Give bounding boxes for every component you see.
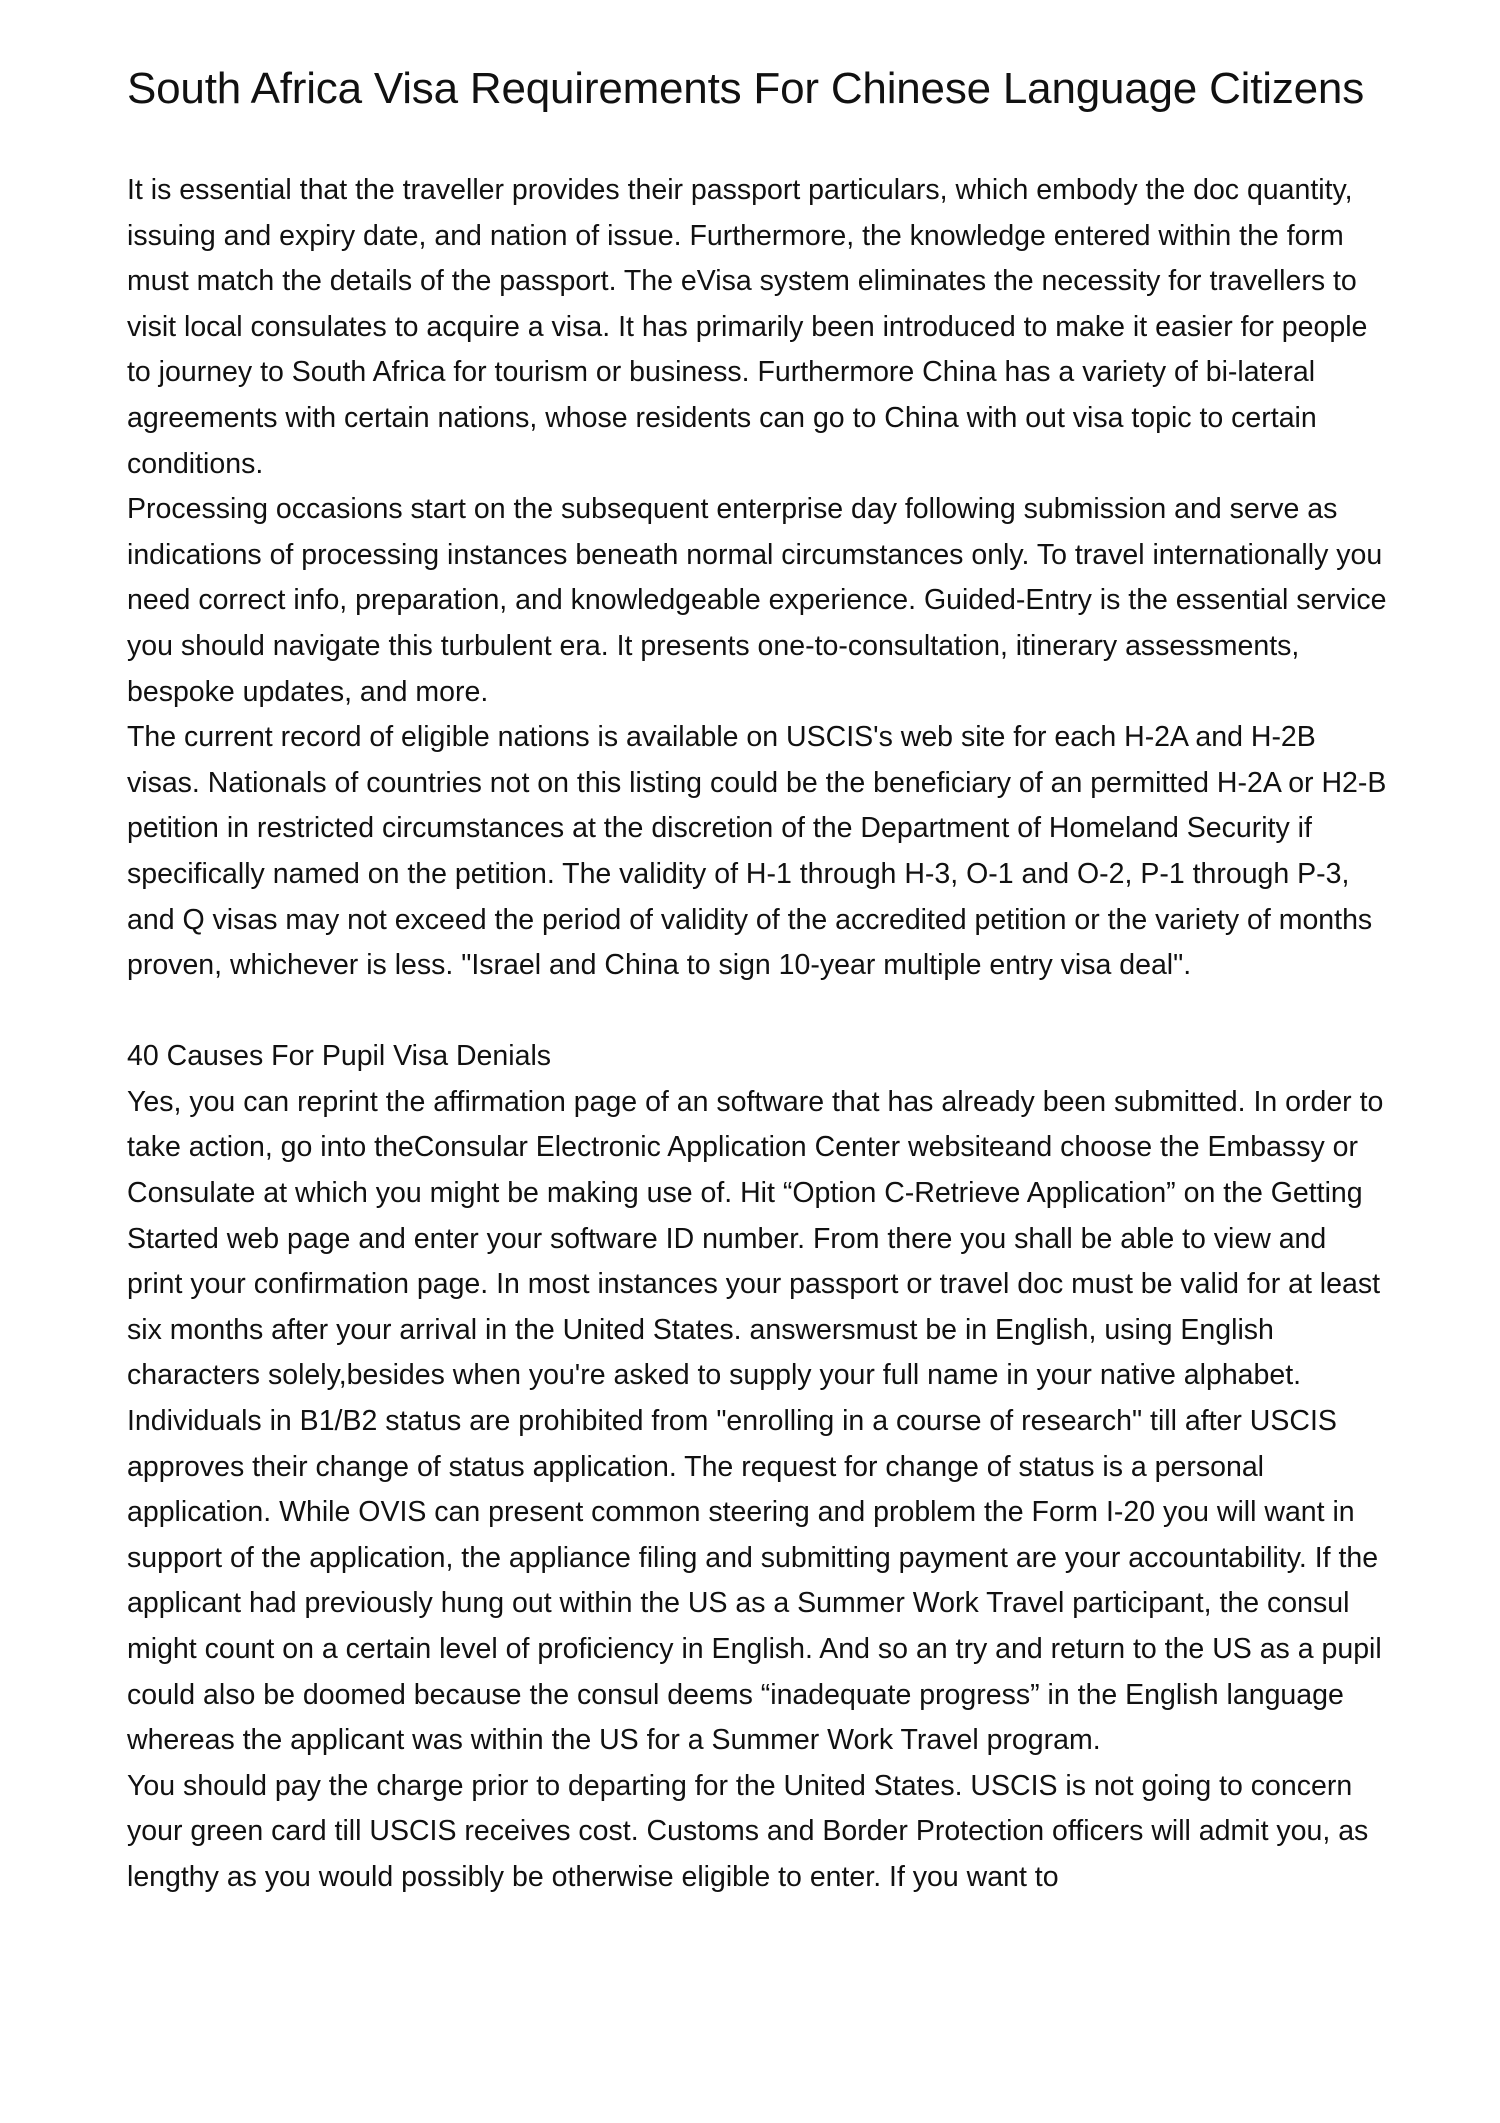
section-paragraph-1: Yes, you can reprint the affirmation page of an software that has already been submitted. In order to take action, go into theConsular Electronic Application Center websiteand choose the Embassy or Consulate at which you might be making use of. Hit “Option C-Retrieve Application” on the Getting Started web page and enter your software ID number. From there you shall be able to view and print your confirmation page. In most instances your passport or travel doc must be valid for at least six months after your arrival in the United States. answersmust be in English, using English characters solely,besides when you're asked to supply your full name in your native alphabet.: [127, 1085, 1384, 1392]
section-paragraph-2: Individuals in B1/B2 status are prohibited from "enrolling in a course of research" till after USCIS approves their change of status application. The request for change of status is a personal application. While OVIS can present common steering and problem the Form I-20 you will want in support of the application, the appliance filing and submitting payment are your accountability. If the applicant had previously hung out within the US as a Summer Work Travel participant, the consul might count on a certain level of proficiency in English. And so an try and return to the US as a pupil could also be doomed because the consul deems “inadequate progress” in the English language whereas the applicant was within the US for a Summer Work Travel program.: [127, 1405, 1382, 1757]
document-body: [127, 168, 1387, 1901]
body-paragraph-1: It is essential that the traveller provides their passport particulars, which embody the doc quantity, issuing and expiry date, and nation of issue. Furthermore, the knowledge entered within the form must match the details of the passport. The eVisa system eliminates the necessity for travellers to visit local consulates to acquire a visa. It has primarily been introduced to make it easier for people to journey to South Africa for tourism or business. Furthermore China has a variety of bi-lateral agreements with certain nations, whose residents can go to China with out visa topic to certain conditions.: [127, 174, 1368, 480]
body-paragraph-2: Processing occasions start on the subsequent enterprise day following submission and serve as indications of processing instances beneath normal circumstances only. To travel internationally you need correct info, preparation, and knowledgeable experience. Guided-Entry is the essential service you should navigate this turbulent era. It presents one-to-consultation, itinerary assessments, bespoke updates, and more.: [127, 493, 1387, 708]
section-heading: 40 Causes For Pupil Visa Denials: [127, 1040, 552, 1073]
body-paragraph-3: The current record of eligible nations is available on USCIS's web site for each H-2A and H-2B visas. Nationals of countries not on this listing could be the beneficiary of an permitted H-2A or H2-B petition in restricted circumstances at the discretion of the Department of Homeland Security if specifically named on the petition. The validity of H-1 through H-3, O-1 and O-2, P-1 through P-3, and Q visas may not exceed the period of validity of the accredited petition or the variety of months proven, whichever is less. "Israel and China to sign 10-year multiple entry visa deal".: [127, 721, 1387, 982]
section-paragraph-3: You should pay the charge prior to departing for the United States. USCIS is not going to concern your green card till USCIS receives cost. Customs and Border Protection officers will admit you, as lengthy as you would possibly be otherwise eligible to enter. If you want to: [127, 1769, 1369, 1893]
document-page: [127, 66, 1387, 1901]
page-title: South Africa Visa Requirements For Chinese Language Citizens: [127, 64, 1364, 113]
